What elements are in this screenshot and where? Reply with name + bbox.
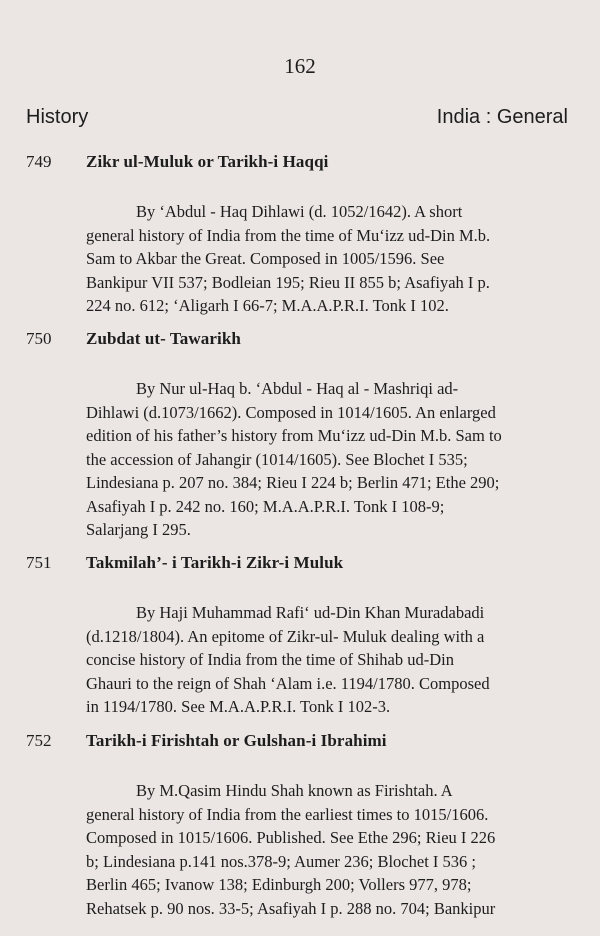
text-line: Rehatsek p. 90 nos. 33-5; Asafiyah I p. 288 no. 704; Bankipur <box>86 898 496 918</box>
text-line: By M.Qasim Hindu Shah known as Firishtah. A <box>136 781 453 800</box>
entry-heading <box>26 731 571 751</box>
entry-description <box>86 601 571 719</box>
entry-heading <box>26 152 571 172</box>
entry-title: Zikr ul-Muluk or Tarikh-i Haqqi <box>86 152 329 171</box>
text-line: By Nur ul-Haq b. ‘Abdul - Haq al - Mashriqi ad- <box>136 379 459 398</box>
text-line: concise history of India from the time of Shihab ud-Din <box>86 650 454 669</box>
entry-description <box>86 377 571 542</box>
entry-title: Takmilah’- i Tarikh-i Zikr-i Muluk <box>86 553 344 572</box>
text-line: Lindesiana p. 207 no. 384; Rieu I 224 b; Berlin 471; Ethe 290; <box>86 473 500 492</box>
entry-title: Zubdat ut- Tawarikh <box>86 329 241 348</box>
text-line: in 1194/1780. See M.A.A.P.R.I. Tonk I 102-3. <box>86 697 391 716</box>
entry-heading <box>26 553 571 573</box>
text-line: Bankipur VII 537; Bodleian 195; Rieu II 855 b; Asafiyah I p. <box>86 272 490 292</box>
entry-number: 752 <box>26 731 52 750</box>
text-line: Sam to Akbar the Great. Composed in 1005/1596. See <box>86 249 445 268</box>
entry-number: 751 <box>26 553 52 572</box>
text-line: (d.1218/1804). An epitome of Zikr-ul- Muluk dealing with a <box>86 626 485 646</box>
entry-description <box>86 200 571 318</box>
catalog-entry-749 <box>26 152 571 318</box>
text-line: 224 no. 612; ‘Aligarh I 66-7; M.A.A.P.R.I. Tonk I 102. <box>86 296 449 315</box>
entry-title: Tarikh-i Firishtah or Gulshan-i Ibrahimi <box>86 731 387 750</box>
catalog-entry-752 <box>26 731 571 920</box>
text-line: Asafiyah I p. 242 no. 160; M.A.A.P.R.I. Tonk I 108-9; <box>86 496 445 516</box>
text-line: Composed in 1015/1606. Published. See Ethe 296; Rieu I 226 <box>86 828 496 847</box>
text-line: edition of his father’s history from Mu‘izz ud-Din M.b. Sam to <box>86 426 502 445</box>
text-line: general history of India from the earliest times to 1015/1606. <box>86 804 489 824</box>
entry-number: 749 <box>26 152 52 171</box>
entry-number: 750 <box>26 329 52 348</box>
running-head <box>26 106 568 129</box>
text-line: b; Lindesiana p.141 nos.378-9; Aumer 236; Blochet I 536 ; <box>86 851 476 871</box>
text-line: Berlin 465; Ivanow 138; Edinburgh 200; Vollers 977, 978; <box>86 875 472 894</box>
text-line: Ghauri to the reign of Shah ‘Alam i.e. 1194/1780. Composed <box>86 673 490 693</box>
text-line: By Haji Muhammad Rafi‘ ud-Din Khan Muradabadi <box>136 603 485 622</box>
text-line: By ‘Abdul - Haq Dihlawi (d. 1052/1642). A short <box>136 202 463 221</box>
catalog-entry-751 <box>26 553 571 719</box>
entry-description <box>86 779 571 920</box>
text-line: Salarjang I 295. <box>86 520 191 539</box>
text-line: general history of India from the time of Mu‘izz ud-Din M.b. <box>86 225 491 245</box>
page-number: 162 <box>284 54 316 78</box>
entry-heading <box>26 329 571 349</box>
text-line: Dihlawi (d.1073/1662). Composed in 1014/1605. An enlarged <box>86 402 496 422</box>
catalog-entry-750 <box>26 329 571 542</box>
running-head-right: India : General <box>436 106 568 128</box>
text-line: the accession of Jahangir (1014/1605). See Blochet I 535; <box>86 449 468 469</box>
running-head-left: History <box>26 106 89 128</box>
